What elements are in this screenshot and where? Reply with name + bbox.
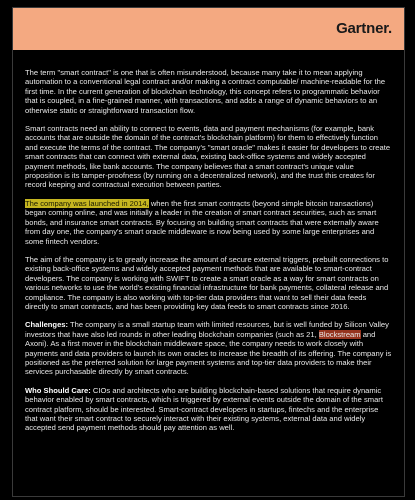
challenges-text-b: and Axoni). As a first mover in the blockchain middleware space, the company needs to work closely with payments and data providers to launch its own oracles to increase the breadth of its offering. The company is positioned as the preferred solution for large payment systems and top-tier data providers to make their services purchasable directly by smart contracts.: [25, 329, 392, 377]
marked-blockstream: Blockstream: [318, 329, 361, 339]
paragraph-smart-oracle: Smart contracts need an ability to connect to events, data and payment mechanisms (for example, bank accounts that are outside the domain of the contract's blockchain platform) for them to effectively function and execute the terms of the contract. The company's "smart oracle" makes it easier for developers to create smart contracts that can connect with external data, existing back-office systems and widely accepted payment methods, like bank accounts. The company believes that a smart contract's unique value proposition is its tamper-proofness (by running on a decentralized network), and the trust this creates for record keeping and contractual execution between parties.: [25, 124, 391, 190]
who-should-care-label: Who Should Care:: [25, 385, 91, 395]
challenges-label: Challenges:: [25, 320, 69, 330]
document-page: [12, 7, 405, 497]
paragraph-smart-contract-definition: The term "smart contract" is one that is often misunderstood, because many take it to mean applying automation to a conventional legal contract and/or making a contract computable/ machine-readable for the first time. In the current generation of blockchain technology, this concept refers to programmatic behavior that is coupled, in a fine-grained manner, with transactions, and adds a range of dynamic behaviors to an otherwise static or straightforward transaction flow.: [25, 68, 386, 115]
document-body: [13, 50, 404, 433]
paragraph-challenges: [25, 320, 392, 376]
paragraph-who-should-care: [25, 386, 392, 433]
challenges-text-a: The company is a small startup team with limited resources, but is well funded by Silicon Valley investors that have also led rounds in other leading blockchain companies (such as 21,: [25, 320, 389, 339]
launch-text-rest: when the first smart contracts (beyond simple bitcoin transactions) began coming online, and was initially a leader in the creation of smart contract securities, such as smart bonds, and insurance smart contracts. By focusing on building smart contracts that were externally aware from day one, the company's smart oracle middleware is now being used by some large enterprises and some fintech vendors.: [25, 198, 379, 246]
paragraph-company-aim: The aim of the company is to greatly increase the amount of secure external triggers, prebuilt connections to existing back-office systems and widely accepted payment methods that are available to smart-contract developers. The company is working with SWIFT to create a smart oracle as a way for smart contracts on various networks to use the world's existing financial infrastructure for bank payments, collateral release and compliance. The company is also working with top-tier data providers that want to sell their data feeds directly to smart contracts, and has been providing key data feeds to smart contracts since 2016.: [25, 254, 389, 311]
gartner-logo: Gartner.: [336, 20, 392, 37]
highlighted-launch-text: The company was launched in 2014,: [25, 198, 149, 208]
paragraph-company-launch: [25, 199, 392, 246]
header-bar: [13, 8, 404, 50]
who-should-care-text: CIOs and architects who are building blockchain-based solutions that require dynamic behavior enabled by smart contracts, which is triggered by external events outside the domain of the smart contract platform, should be interested. Smart-contract developers in startups, fintechs and the enterprise that want their smart contract to securely interact with their existing systems, external data and widely accepted send payment methods should pay attention as well.: [25, 385, 383, 433]
